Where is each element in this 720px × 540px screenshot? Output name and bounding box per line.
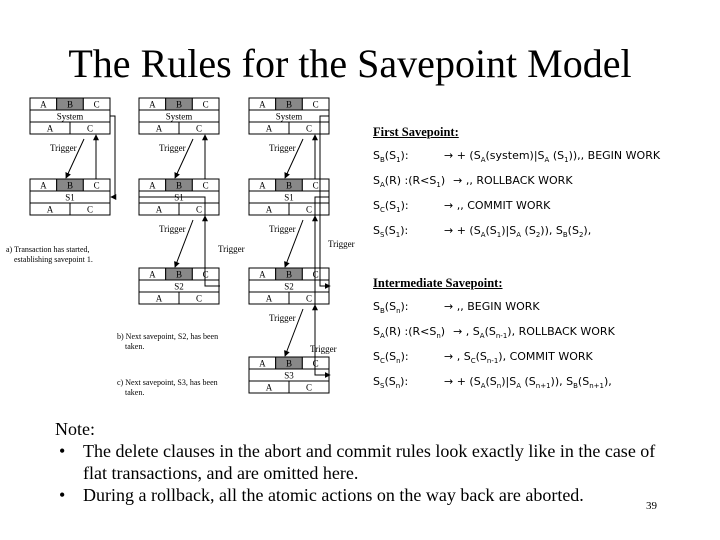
rule-lhs: $S_C(S_1)$: — [373, 199, 409, 215]
trigger-label: Trigger — [218, 244, 245, 254]
diagram-caption: b) Next savepoint, S2, has been — [117, 332, 219, 341]
block-name: S1 — [284, 192, 294, 203]
first-savepoint-heading: First Savepoint: — [373, 125, 459, 139]
cell-label: C — [312, 180, 319, 191]
rule-rhs: → + ($S_A(system)|S_A$ $(S_1)$),, BEGIN WORK — [444, 149, 661, 165]
cell-label: A — [265, 293, 273, 304]
block-name: System — [165, 111, 193, 122]
rule-rhs: → + ($S_A(S_1)|S_A$ $(S_2)$), $S_B(S_2)$, — [444, 224, 592, 240]
diagram-caption: establishing savepoint 1. — [14, 255, 93, 264]
block-name: S1 — [174, 192, 184, 203]
cell-label: B — [175, 99, 183, 110]
rule-lhs: $S_B(S_n)$: — [373, 300, 409, 316]
cell-label: B — [66, 99, 74, 110]
note-bullet: • During a rollback, all the atomic actions on the way back are aborted. — [59, 485, 584, 505]
block-name: S1 — [65, 192, 75, 203]
trigger-label: Trigger — [50, 143, 77, 153]
trigger-label: Trigger — [159, 224, 186, 234]
cell-label: C — [202, 269, 209, 280]
block-name: S2 — [174, 281, 184, 292]
rule-rhs: → ,, COMMIT WORK — [444, 199, 551, 212]
rule-row — [373, 300, 615, 325]
trigger-jump — [110, 116, 115, 197]
note-heading: Note: — [55, 419, 95, 439]
trigger-label: Trigger — [269, 313, 296, 323]
rule-row — [373, 325, 615, 350]
rule-row — [373, 174, 660, 199]
cell-label: A — [265, 204, 273, 215]
rule-row — [373, 199, 660, 224]
cell-label: C — [305, 204, 313, 215]
block-name: System — [56, 111, 84, 122]
diagram-caption: c) Next savepoint, S3, has been — [117, 378, 218, 387]
block-name: S3 — [284, 370, 294, 381]
cell-label: A — [259, 99, 266, 110]
cell-label: C — [86, 204, 94, 215]
cell-label: C — [305, 123, 313, 134]
cell-label: C — [312, 358, 319, 369]
rule-rhs: → + ($S_A(S_n)|S_A$ $(S_{n+1})$), $S_B(S_{n+1})$, — [444, 375, 612, 391]
rule-row — [373, 350, 615, 375]
cell-label: C — [202, 99, 209, 110]
cell-label: B — [285, 180, 293, 191]
cell-label: A — [149, 269, 156, 280]
rule-lhs: $S_C(S_n)$: — [373, 350, 409, 366]
diagram-caption: a) Transaction has started, — [6, 245, 90, 254]
cell-label: A — [259, 269, 266, 280]
cell-label: A — [46, 123, 54, 134]
cell-label: C — [202, 180, 209, 191]
block-name: System — [275, 111, 303, 122]
intermediate-savepoint-heading: Intermediate Savepoint: — [373, 276, 503, 290]
cell-label: B — [285, 358, 293, 369]
trigger-label: Trigger — [269, 224, 296, 234]
trigger-label: Trigger — [269, 143, 296, 153]
cell-label: B — [175, 180, 183, 191]
rule-row — [373, 149, 660, 174]
cell-label: A — [155, 123, 163, 134]
trigger-label: Trigger — [159, 143, 186, 153]
diagram-caption: taken. — [125, 342, 145, 351]
rule-row — [373, 375, 615, 400]
cell-label: C — [93, 180, 100, 191]
cell-label: B — [66, 180, 74, 191]
first-savepoint-rules — [373, 125, 660, 249]
cell-label: A — [155, 204, 163, 215]
cell-label: A — [40, 180, 47, 191]
cell-label: A — [40, 99, 47, 110]
cell-label: A — [155, 293, 163, 304]
rule-lhs: $S_A(R)$ $:(R<S_1)$ — [373, 174, 446, 190]
rule-rhs: → , $S_C(S_{n-1})$, COMMIT WORK — [444, 350, 593, 366]
cell-label: C — [195, 293, 203, 304]
intermediate-savepoint-rules — [373, 276, 615, 400]
cell-label: C — [195, 204, 203, 215]
cell-label: C — [93, 99, 100, 110]
savepoint-diagram — [0, 92, 360, 418]
note — [55, 418, 675, 506]
rule-lhs: $S_A(R)$ $:(R<S_n)$ — [373, 325, 446, 341]
cell-label: A — [149, 99, 156, 110]
block-name: S2 — [284, 281, 294, 292]
trigger-label: Trigger — [328, 239, 355, 249]
diagram-caption: taken. — [125, 388, 145, 397]
rule-lhs: $S_B(S_1)$: — [373, 149, 409, 165]
cell-label: C — [305, 293, 313, 304]
cell-label: C — [312, 99, 319, 110]
slide-title: The Rules for the Savepoint Model — [68, 41, 632, 86]
rule-lhs: $S_S(S_n)$: — [373, 375, 409, 391]
trigger-label: Trigger — [310, 344, 337, 354]
cell-label: A — [149, 180, 156, 191]
cell-label: B — [285, 269, 293, 280]
cell-label: B — [175, 269, 183, 280]
rule-lhs: $S_S(S_1)$: — [373, 224, 409, 240]
rule-rhs: → , $S_A(S_{n-1})$, ROLLBACK WORK — [453, 325, 615, 341]
cell-label: C — [305, 382, 313, 393]
page-number: 39 — [646, 500, 657, 512]
note-bullet: • The delete clauses in the abort and commit rules look exactly like in the case of flat transactions, and are omitted here. — [59, 441, 656, 483]
cell-label: A — [259, 358, 266, 369]
cell-label: C — [312, 269, 319, 280]
cell-label: A — [259, 180, 266, 191]
rule-rhs: → ,, BEGIN WORK — [444, 300, 540, 313]
cell-label: A — [265, 382, 273, 393]
cell-label: C — [195, 123, 203, 134]
cell-label: A — [46, 204, 54, 215]
cell-label: A — [265, 123, 273, 134]
cell-label: C — [86, 123, 94, 134]
rule-row — [373, 224, 660, 249]
rule-rhs: → ,, ROLLBACK WORK — [453, 174, 573, 187]
cell-label: B — [285, 99, 293, 110]
